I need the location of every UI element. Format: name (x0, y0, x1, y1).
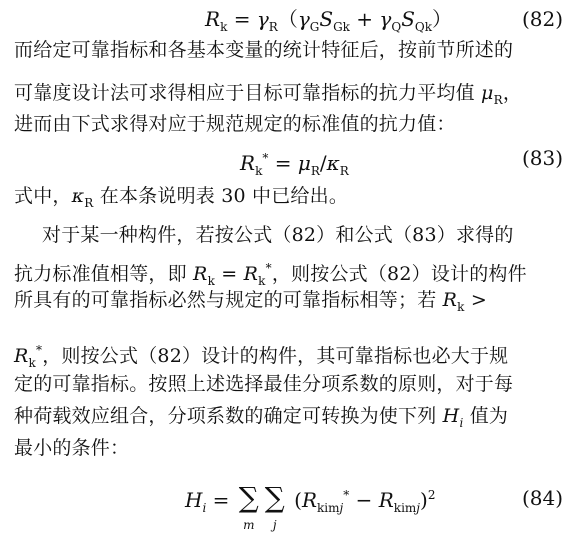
paragraph-line: $R_k^*$，则按公式（82）设计的构件，其可靠指标也必大于规 (14, 343, 509, 370)
paragraph-line: 可靠度设计法可求得相应于目标可靠指标的抗力平均值 $\mu_R$， (14, 82, 523, 107)
sum-j-symbol: ∑ j (264, 481, 285, 532)
paragraph-text: 抗力标准值相等，即 (14, 263, 194, 285)
paragraph-line: 种荷载效应组合，分项系数的确定可转换为使下列 $H_i$ 值为 (14, 405, 509, 430)
paragraph-text: 在本条说明表 30 中已给出。 (93, 185, 349, 207)
equation-84: $H_i$ = ∑ m ∑ j $(R_{kimj}^* - R_{kimj})^2$ (185, 481, 436, 532)
paragraph-text: ，则按公式（82）设计的构件 (271, 263, 527, 285)
paragraph-line: 定的可靠指标。按照上述选择最佳分项系数的原则，对于每 (14, 373, 514, 395)
paragraph-text: 值为 (463, 405, 509, 427)
paragraph-line: 抗力标准值相等，即 $R_k = R_k^*$，则按公式（82）设计的构件 (14, 261, 527, 288)
paragraph-line: 对于某一种构件，若按公式（82）和公式（83）求得的 (42, 224, 514, 246)
sum-m-symbol: ∑ m (238, 481, 259, 532)
paragraph-line: 所具有的可靠指标必然与规定的可靠指标相等；若 $R_k$ > (14, 289, 488, 314)
equation-83-number: (83) (521, 146, 563, 170)
paragraph-line: 式中，$\kappa_R$ 在本条说明表 30 中已给出。 (14, 185, 349, 210)
paragraph-text: 种荷载效应组合，分项系数的确定可转换为使下列 (14, 405, 443, 427)
equation-82: $R_k = \gamma_R(\gamma_GS_{Gk} + \gamma_QS_{Qk})$ (205, 7, 453, 34)
paragraph-text: 所具有的可靠指标必然与规定的可靠指标相等；若 (14, 289, 443, 311)
paragraph-text: ，则按公式（82）设计的构件，其可靠指标也必大于规 (42, 345, 509, 367)
paragraph-text: 可靠度设计法可求得相应于目标可靠指标的抗力平均值 (14, 82, 482, 104)
paragraph-line: 进而由下式求得对应于规范规定的标准值的抗力值： (14, 113, 456, 135)
paragraph-text: 式中， (14, 185, 72, 207)
equation-84-number: (84) (521, 486, 563, 510)
paragraph-line: 而给定可靠指标和各基本变量的统计特征后，按前节所述的 (14, 39, 514, 61)
equation-83: $R_k^* = \mu_R/\kappa_R$ (240, 151, 349, 178)
paragraph-line: 最小的条件： (14, 437, 130, 459)
equation-82-number: (82) (521, 7, 563, 31)
